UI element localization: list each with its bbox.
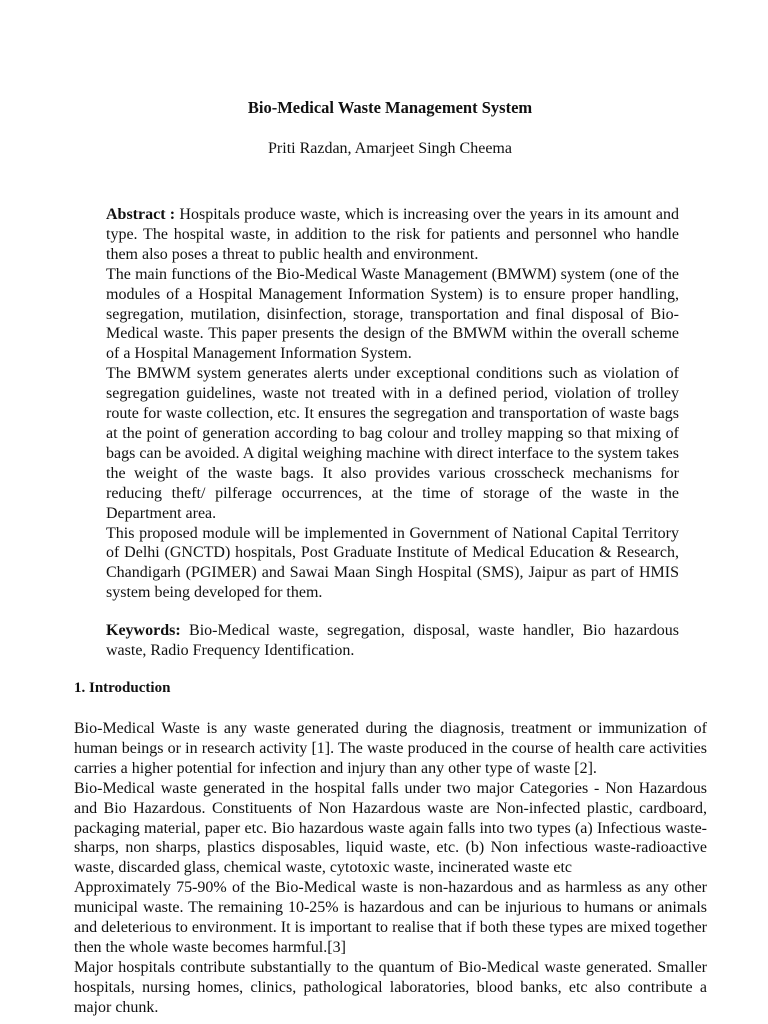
paper-title: Bio-Medical Waste Management System: [247, 98, 533, 117]
abstract-paragraph: The main functions of the Bio-Medical Waste Management (BMWM) system (one of the modules of a Hospital Management Information System) is to ensure proper handling, segregation, mutilation, disinfection, storage, transportation and final disposal of Bio-Medical waste. This paper presents the design of the BMWM within the overall scheme of a Hospital Management Information System.: [106, 265, 679, 363]
intro-paragraph: Approximately 75-90% of the Bio-Medical waste is non-hazardous and as harmless as any other municipal waste. The remaining 10-25% is hazardous and can be injurious to humans or animals and deleterious to environment. It is important to realise that if both these types are mixed together then the whole waste becomes harmful.[3]: [74, 879, 707, 956]
abstract-text: Hospitals produce waste, which is increasing over the years in its amount and type. The hospital waste, in addition to the risk for patients and personnel who handle them also poses a threat to public health and environment.: [106, 206, 679, 263]
abstract-paragraph: [106, 205, 679, 265]
abstract-section: [106, 205, 679, 603]
intro-paragraph: Bio-Medical Waste is any waste generated during the diagnosis, treatment or immunization of human beings or in research activity [1]. The waste produced in the course of health care activities carries a higher potential for infection and injury than any other type of waste [2].: [74, 720, 707, 777]
abstract-paragraph: This proposed module will be implemented in Government of National Capital Territory of Delhi (GNCTD) hospitals, Post Graduate Institute of Medical Education & Research, Chandigarh (PGIMER) and Sawai Maan Singh Hospital (SMS), Jaipur as part of HMIS system being developed for them.: [106, 524, 679, 602]
intro-paragraph: Major hospitals contribute substantially to the quantum of Bio-Medical waste generated. Smaller hospitals, nursing homes, clinics, pathological laboratories, blood banks, etc also contribute a major chunk.: [74, 958, 707, 1016]
keywords-text: Bio-Medical waste, segregation, disposal, waste handler, Bio hazardous waste, Radio Frequency Identification.: [106, 622, 680, 659]
section-heading-introduction: 1. Introduction: [74, 680, 171, 696]
abstract-paragraph: The BMWM system generates alerts under exceptional conditions such as violation of segregation guidelines, waste not treated with in a defined period, violation of trolley route for waste collection, etc. It ensures the segregation and transportation of waste bags at the point of generation according to bag colour and trolley mapping so that mixing of bags can be avoided. A digital weighing machine with direct interface to the system takes the weight of the waste bags. It also provides various crosscheck mechanisms for reducing theft/ pilferage occurrences, at the time of storage of the waste in the Department area.: [106, 365, 679, 522]
intro-paragraph: Bio-Medical waste generated in the hospital falls under two major Categories - Non Hazardous and Bio Hazardous. Constituents of Non Hazardous waste are Non-infected plastic, cardboard, packaging material, paper etc. Bio hazardous waste again falls into two types (a) Infectious waste- sharps, non sharps, plastics disposables, liquid waste, etc. (b) Non infectious waste-radioactive waste, discarded glass, chemical waste, cytotoxic waste, incinerated waste etc: [74, 779, 707, 877]
abstract-label: Abstract :: [106, 206, 176, 223]
paper-authors: Priti Razdan, Amarjeet Singh Cheema: [268, 140, 512, 157]
keywords-section: [106, 621, 679, 661]
keywords-label: Keywords:: [106, 622, 181, 639]
introduction-body: [74, 719, 707, 1018]
